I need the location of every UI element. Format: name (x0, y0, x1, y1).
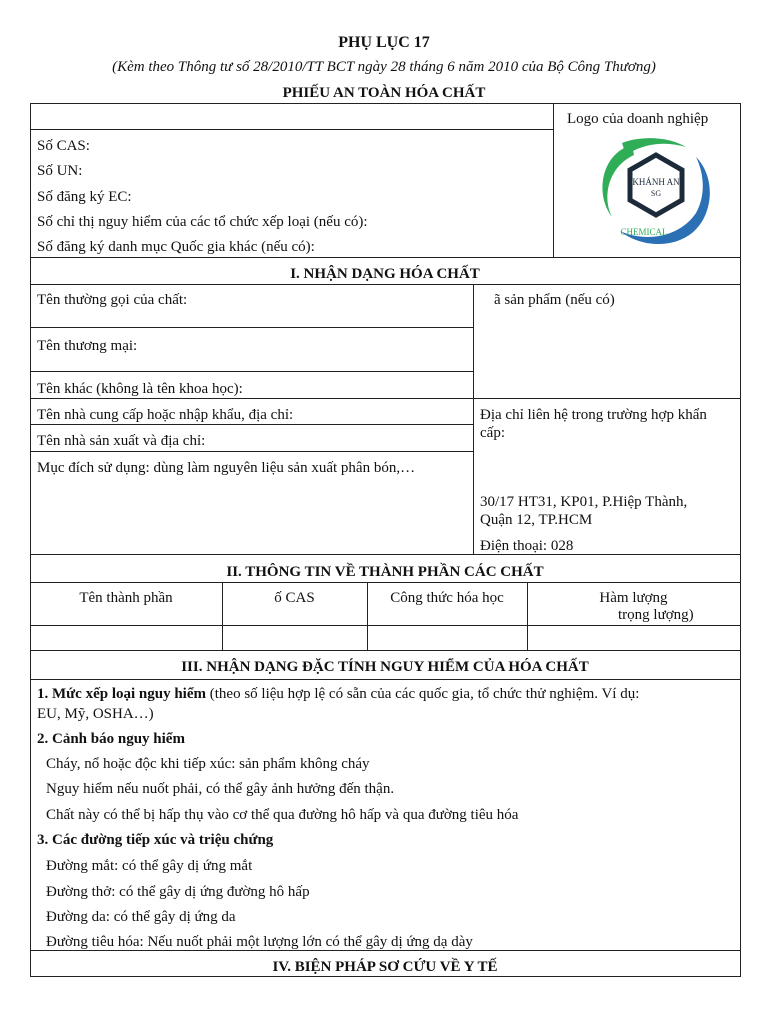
logo-text-2: SG (650, 189, 662, 198)
col-content: Hàm lượng (599, 590, 668, 606)
col-cas: ố CAS (274, 590, 315, 606)
warning-line-1: Cháy, nổ hoặc độc khi tiếp xúc: sản phẩm không cháy (46, 756, 370, 772)
address-line-2: Quận 12, TP.HCM (480, 512, 593, 528)
warning-line-3: Chất này có thể bị hấp thụ vào cơ thể qua đường hô hấp và qua đường tiêu hóa (46, 807, 519, 823)
section-2-title: II. THÔNG TIN VỀ THÀNH PHẦN CÁC CHẤT (226, 564, 544, 580)
field-national-registry: Số đăng ký danh mục Quốc gia khác (nếu có): (37, 239, 315, 255)
field-un: Số UN: (37, 163, 83, 179)
hazard-classification (37, 685, 639, 703)
item-1-heading: 1. Mức xếp loại nguy hiểm (37, 686, 206, 702)
item-3-heading: 3. Các đường tiếp xúc và triệu chứng (37, 832, 274, 848)
form-title: PHIẾU AN TOÀN HÓA CHẤT (282, 85, 486, 101)
emergency-contact-label: Địa chỉ liên hệ trong trường hợp khẩn cấp: (480, 407, 707, 441)
other-name-label: Tên khác (không là tên khoa học): (37, 381, 243, 397)
col-content-unit: trọng lượng) (618, 607, 694, 623)
appendix-title: PHỤ LỤC 17 (338, 34, 430, 51)
logo-label: Logo của doanh nghiệp (567, 111, 709, 127)
item-2-heading: 2. Cảnh báo nguy hiểm (37, 731, 185, 747)
field-hazard-index: Số chỉ thị nguy hiểm của các tổ chức xếp loại (nếu có): (37, 214, 368, 230)
warning-line-2: Nguy hiểm nếu nuốt phải, có thể gây ảnh hưởng đến thận. (46, 781, 395, 797)
exposure-line-3: Đường da: có thể gây dị ứng da (46, 909, 236, 925)
exposure-line-1: Đường mắt: có thể gây dị ứng mắt (46, 858, 253, 874)
col-component-name: Tên thành phần (79, 590, 173, 606)
item-1-text-2: EU, Mỹ, OSHA…) (37, 706, 154, 722)
phone-text: Điện thoại: 028 (480, 538, 574, 554)
company-logo (592, 133, 722, 251)
section-3-title: III. NHẬN DẠNG ĐẶC TÍNH NGUY HIỂM CỦA HÓA CHẤT (181, 659, 589, 675)
trade-name-label: Tên thương mại: (37, 338, 138, 354)
supplier-label: Tên nhà cung cấp hoặc nhập khẩu, địa chỉ: (37, 407, 294, 423)
product-code-label: ã sản phẩm (nếu có) (494, 292, 615, 308)
item-1-text: (theo số liệu hợp lệ có sẵn của các quốc gia, tổ chức thử nghiệm. Ví dụ: (206, 686, 640, 702)
common-name-label: Tên thường gọi của chất: (37, 292, 188, 308)
field-ec: Số đăng ký EC: (37, 189, 132, 205)
logo-text-chemical: CHEMICAL (620, 227, 668, 237)
col-formula: Công thức hóa học (390, 590, 504, 606)
section-1-title: I. NHẬN DẠNG HÓA CHẤT (290, 266, 480, 282)
section-4-title: IV. BIỆN PHÁP SƠ CỨU VỀ Y TẾ (272, 959, 498, 975)
address-line-1: 30/17 HT31, KP01, P.Hiệp Thành, (480, 494, 688, 510)
logo-text-1: KHÁNH AN (632, 177, 680, 187)
exposure-line-4: Đường tiêu hóa: Nếu nuốt phải một lượng lớn có thể gây dị ứng dạ dày (46, 934, 473, 950)
purpose-label: Mục đích sử dụng: dùng làm nguyên liệu sản xuất phân bón,… (37, 460, 416, 476)
field-cas: Số CAS: (37, 138, 90, 154)
exposure-line-2: Đường thở: có thể gây dị ứng đường hô hấp (46, 884, 310, 900)
appendix-subtitle: (Kèm theo Thông tư số 28/2010/TT BCT ngày 28 tháng 6 năm 2010 của Bộ Công Thương) (112, 59, 656, 75)
manufacturer-label: Tên nhà sản xuất và địa chỉ: (37, 433, 206, 449)
